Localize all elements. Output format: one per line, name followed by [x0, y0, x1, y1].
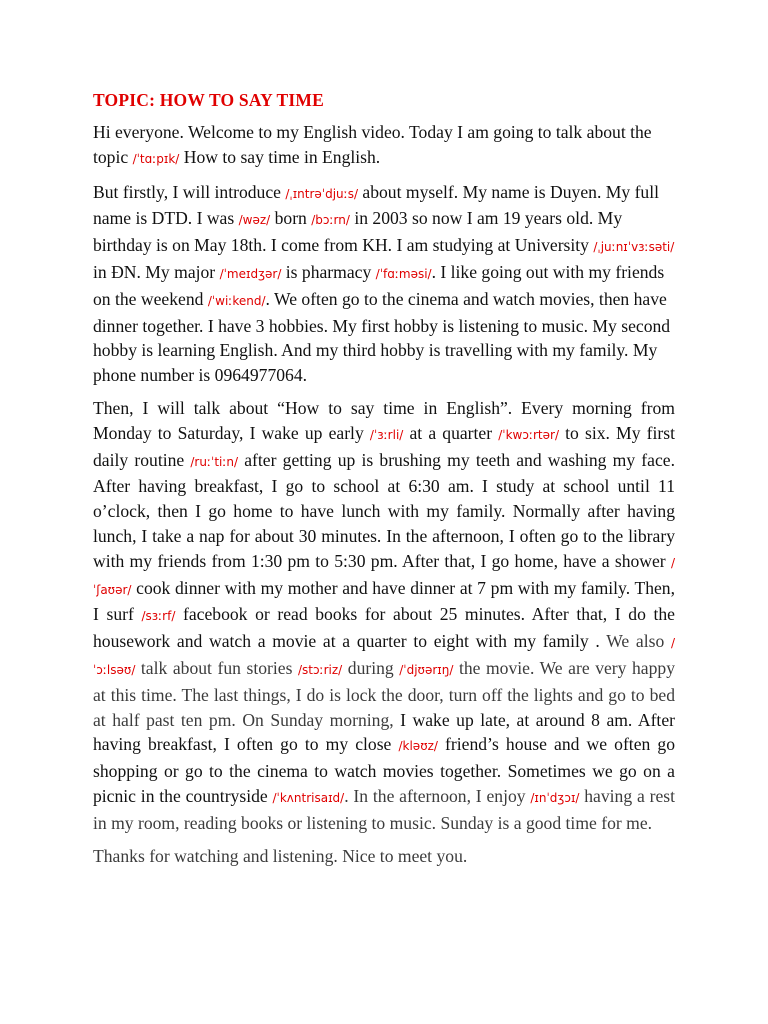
- ipa-transcription: /ˈdjʊərɪŋ/: [399, 662, 454, 677]
- body-text-secondary: having a rest in my room, reading books or listening to music. Sunday is a good time for me.: [93, 785, 675, 833]
- ipa-transcription: /ˈʃaʊər/: [93, 555, 675, 597]
- body-text: facebook or read books for about 25 minutes. After that, I do the housework and watch a movie at a quarter to eight with my family .: [93, 604, 675, 652]
- paragraph-closing: [93, 844, 675, 869]
- body-text-secondary: . In the afternoon, I enjoy: [344, 785, 531, 806]
- body-text: in 2003 so now I am 19 years old. My birthday is on May 18th. I come from KH. I am studying at University: [93, 208, 623, 256]
- ipa-transcription: /ˈfɑːməsi/: [375, 266, 432, 281]
- ipa-transcription: /ˈɔːlsəʊ/: [93, 636, 675, 677]
- body-text: at a quarter: [403, 422, 499, 443]
- ipa-transcription: /ˈtɑːpɪk/: [132, 151, 180, 166]
- ipa-transcription: /sɜːrf/: [141, 609, 176, 624]
- ipa-transcription: /ˌɪntrəˈdjuːs/: [285, 186, 358, 201]
- ipa-transcription: /wəz/: [238, 213, 271, 228]
- body-text: is pharmacy: [281, 261, 376, 282]
- ipa-transcription: /kləʊz/: [398, 739, 438, 754]
- body-text-secondary: talk about fun stories: [135, 657, 298, 678]
- body-text: . I like going out with my friends on the weekend: [93, 261, 665, 309]
- body-text: friend’s house and we often go shopping or go to the cinema to watch movies together. Sometimes we go on a picnic in the countryside: [93, 734, 675, 806]
- paragraph-daily-routine: [93, 396, 675, 836]
- ipa-transcription: /ɪnˈdʒɔɪ/: [530, 790, 580, 805]
- ipa-transcription: /ˈkwɔːrtər/: [498, 427, 559, 442]
- paragraph-intro: [93, 120, 675, 172]
- body-text: after getting up is brushing my teeth and washing my face. After having breakfast, I go to school at 6:30 am. I study at school until 11 o’clock, then I go home to have lunch with my family. Normally after having lunch, I take a nap for about 30 minutes. In the afternoon, I often go to the library with my friends from 1:30 pm to 5:30 pm. After that, I go home, have a shower: [93, 449, 675, 571]
- body-text: about myself. My name is Duyen. My full name is DTD. I was: [93, 181, 660, 229]
- ipa-transcription: /ˈmeɪdʒər/: [219, 266, 282, 281]
- ipa-transcription: /ruːˈtiːn/: [190, 454, 239, 469]
- body-text: Then, I will talk about “How to say time in English”. Every morning from Monday to Saturday, I wake up early: [93, 397, 675, 443]
- document-title: TOPIC: HOW TO SAY TIME: [93, 90, 325, 110]
- body-text: I wake up late, at around 8 am. After having breakfast, I often go to my close: [93, 709, 675, 755]
- body-text: . We often go to the cinema and watch movies, then have dinner together. I have 3 hobbies. My first hobby is listening to music. My second hobby is learning English. And my third hobby is travelling with my family. My phone number is 0964977064.: [93, 288, 671, 386]
- body-text-secondary: We also: [606, 631, 671, 652]
- body-text: born: [270, 208, 312, 229]
- body-text-secondary: the movie. We are very happy at this time. The last things, I do is lock the door, turn off the lights and go to bed at half past ten pm. On Sunday morning,: [93, 657, 675, 730]
- body-text-secondary: during: [342, 657, 400, 678]
- body-text: But firstly, I will introduce: [93, 181, 286, 202]
- body-text-secondary: Thanks for watching and listening. Nice to meet you.: [93, 845, 468, 866]
- ipa-transcription: /ˌjuːnɪˈvɜːsəti/: [593, 240, 675, 255]
- body-text: Hi everyone. Welcome to my English video. Today I am going to talk about the topic: [93, 122, 652, 167]
- ipa-transcription: /ˈwiːkend/: [207, 293, 266, 308]
- body-text: in ĐN. My major: [93, 261, 220, 282]
- body-text: to six. My first daily routine: [93, 422, 675, 470]
- body-text: How to say time in English.: [179, 146, 381, 167]
- body-text: cook dinner with my mother and have dinner at 7 pm with my family. Then, I surf: [93, 577, 675, 625]
- document-content: [93, 88, 675, 876]
- ipa-transcription: /ˈkʌntrisaɪd/: [272, 790, 345, 805]
- ipa-transcription: /stɔːriz/: [297, 662, 343, 677]
- ipa-transcription: /bɔːrn/: [311, 213, 350, 228]
- ipa-transcription: /ˈɜːrli/: [369, 427, 404, 442]
- paragraph-about-myself: [93, 180, 675, 388]
